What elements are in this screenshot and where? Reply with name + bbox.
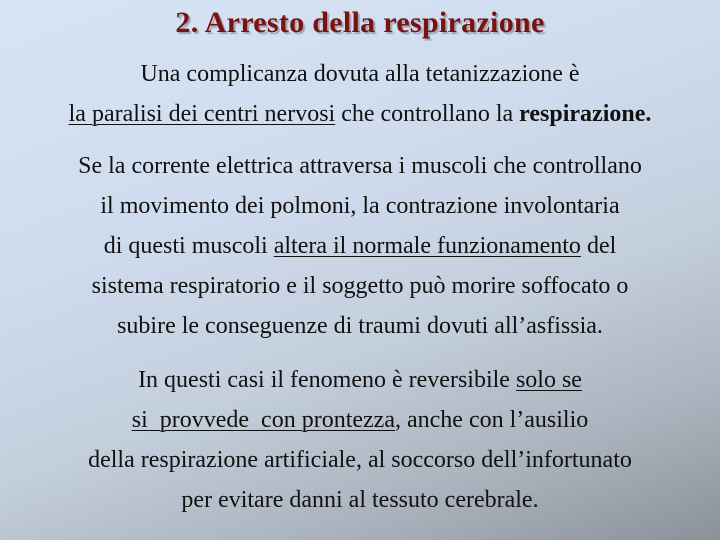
text-line (0, 186, 720, 226)
text-span: che controllano la (335, 101, 520, 127)
text-span: sistema respiratorio e il soggetto può morire soffocato o (91, 273, 629, 299)
text-span: , anche con l’ausilio (394, 407, 589, 433)
paragraph-reversibility (0, 360, 720, 520)
text-line (0, 360, 720, 400)
underlined-text: la paralisi dei centri nervosi (68, 101, 336, 127)
underlined-text: altera il normale funzionamento (273, 233, 581, 259)
text-line (0, 146, 720, 186)
text-span: In questi casi il fenomeno è reversibile (138, 367, 516, 393)
text-span: subire le conseguenze di traumi dovuti all’asfissia. (117, 313, 603, 339)
text-span: Una complicanza dovuta alla tetanizzazione è (140, 61, 580, 87)
slide-title: 2. Arresto della respirazione (175, 6, 545, 39)
paragraph-mechanism (0, 146, 720, 346)
bold-text: respirazione. (519, 101, 652, 127)
text-line (0, 94, 720, 134)
text-line (0, 226, 720, 266)
text-span: del (580, 233, 617, 259)
text-span: per evitare danni al tessuto cerebrale. (181, 487, 539, 513)
text-span: della respirazione artificiale, al soccorso dell’infortunato (88, 447, 632, 473)
text-line (0, 306, 720, 346)
text-span: il movimento dei polmoni, la contrazione involontaria (100, 193, 620, 219)
text-line (0, 400, 720, 440)
underlined-text: solo se (515, 367, 582, 393)
text-span: di questi muscoli (103, 233, 274, 259)
text-span: Se la corrente elettrica attraversa i muscoli che controllano (78, 153, 642, 179)
paragraph-complication (0, 54, 720, 134)
text-line (0, 480, 720, 520)
text-line (0, 54, 720, 94)
underlined-text: si provvede con prontezza (131, 407, 395, 433)
text-line (0, 266, 720, 306)
text-line (0, 440, 720, 480)
